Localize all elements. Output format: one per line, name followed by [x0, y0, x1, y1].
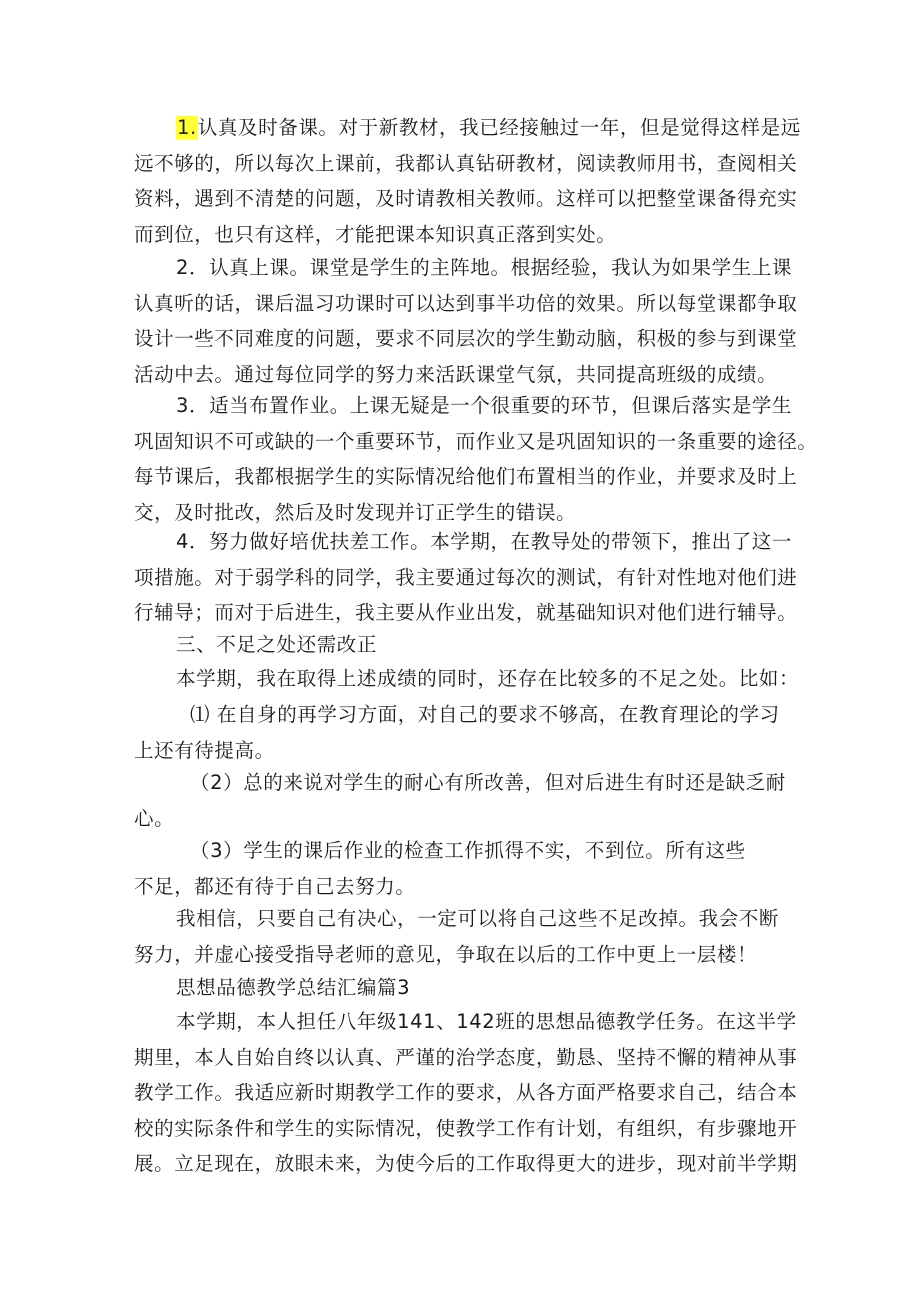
section-heading-text: 三、不足之处还需改正	[176, 633, 378, 656]
paragraph-1-line-3: 资料，遇到不清楚的问题，及时请教相关教师。这样可以把整堂课备得充实	[134, 187, 798, 210]
shortcoming-item-3-line-1: （3）学生的课后作业的检查工作抓得不实，不到位。所有这些	[190, 839, 746, 862]
paragraph-3	[134, 388, 818, 530]
paragraph-2-line-3: 设计一些不同难度的问题，要求不同层次的学生勤动脑，积极的参与到课堂	[134, 327, 798, 350]
shortcoming-item-3-line-2: 不足，都还有待于自己去努力。	[134, 874, 416, 898]
paragraph-3-line-1: 3．适当布置作业。上课无疑是一个很重要的环节，但课后落实是学生	[176, 394, 793, 417]
paragraph-7-line-4: 校的实际条件和学生的实际情况，使教学工作有计划，有组织，有步骤地开	[134, 1116, 798, 1140]
paragraph-7-line-2: 期里，本人自始自终以认真、严谨的治学态度，勤恳、坚持不懈的精神从事	[134, 1045, 798, 1069]
paragraph-7-line-5: 展。立足现在，放眼未来，为使今后的工作取得更大的进步，现对前半学期	[134, 1152, 798, 1175]
shortcoming-item-2-line-2: 心。	[134, 806, 175, 830]
paragraph-1-line-1: 1.认真及时备课。对于新教材，我已经接触过一年，但是觉得这样是远	[177, 116, 801, 139]
paragraph-7	[134, 1004, 798, 1182]
article-title	[134, 970, 794, 1006]
paragraph-3-line-4: 交，及时批改，然后及时发现并订正学生的错误。	[134, 500, 577, 524]
article-title-text: 思想品德教学总结汇编篇3	[176, 976, 411, 999]
paragraph-6-line-1: 我相信，只要自己有决心，一定可以将自己这些不足改掉。我会不断	[176, 907, 780, 930]
paragraph-1-line-4: 而到位，也只有这样，才能把课本知识真正落到实处。	[134, 222, 617, 246]
paragraph-2-line-2: 认真听的话，课后温习功课时可以达到事半功倍的效果。所以每堂课都争取	[134, 291, 798, 315]
paragraph-7-line-3: 教学工作。我适应新时期教学工作的要求，从各方面严格要求自己，结合本	[134, 1081, 798, 1104]
paragraph-3-line-3: 每节课后，我都根据学生的实际情况给他们布置相当的作业，并要求及时上	[134, 465, 798, 488]
paragraph-4-line-3: 行辅导；而对于后进生，我主要从作业出发，就基础知识对他们进行辅导。	[134, 601, 798, 624]
paragraph-1	[134, 110, 801, 252]
shortcoming-item-3	[134, 833, 794, 904]
paragraph-1-line-2: 远不够的，所以每次上课前，我都认真钻研教材，阅读教师用书，查阅相关	[134, 151, 798, 175]
highlighted-number: 1.	[177, 116, 197, 139]
shortcoming-item-2	[134, 765, 794, 836]
paragraph-2-line-1: 2．认真上课。课堂是学生的主阵地。根据经验，我认为如果学生上课	[176, 256, 793, 279]
paragraph-5-text: 本学期，我在取得上述成绩的同时，还存在比较多的不足之处。比如：	[176, 667, 800, 690]
shortcoming-item-1-line-1: ⑴ 在自身的再学习方面，对自己的要求不够高，在教育理论的学习	[190, 703, 780, 726]
shortcoming-item-2-line-1: （2）总的来说对学生的耐心有所改善，但对后进生有时还是缺乏耐	[190, 771, 786, 794]
shortcoming-item-1-line-2: 上还有待提高。	[134, 738, 275, 762]
paragraph-6-line-2: 努力，并虚心接受指导老师的意见，争取在以后的工作中更上一层楼！	[134, 942, 758, 966]
section-heading	[134, 627, 794, 663]
paragraph-2-line-4: 活动中去。通过每位同学的努力来活跃课堂气氛，共同提高班级的成绩。	[134, 362, 778, 386]
paragraph-2	[134, 250, 798, 392]
paragraph-3-line-2: 巩固知识不可或缺的一个重要环节，而作业又是巩固知识的一条重要的途径。	[134, 429, 818, 453]
paragraph-6	[134, 901, 794, 972]
shortcoming-item-1	[134, 697, 794, 768]
paragraph-5	[134, 661, 800, 697]
paragraph-4	[134, 524, 798, 631]
paragraph-7-line-1: 本学期，本人担任八年级141、142班的思想品德教学任务。在这半学	[176, 1010, 797, 1033]
paragraph-4-line-1: 4．努力做好培优扶差工作。本学期，在教导处的带领下，推出了这一	[176, 530, 793, 553]
paragraph-4-line-2: 项措施。对于弱学科的同学，我主要通过每次的测试，有针对性地对他们进	[134, 565, 798, 589]
